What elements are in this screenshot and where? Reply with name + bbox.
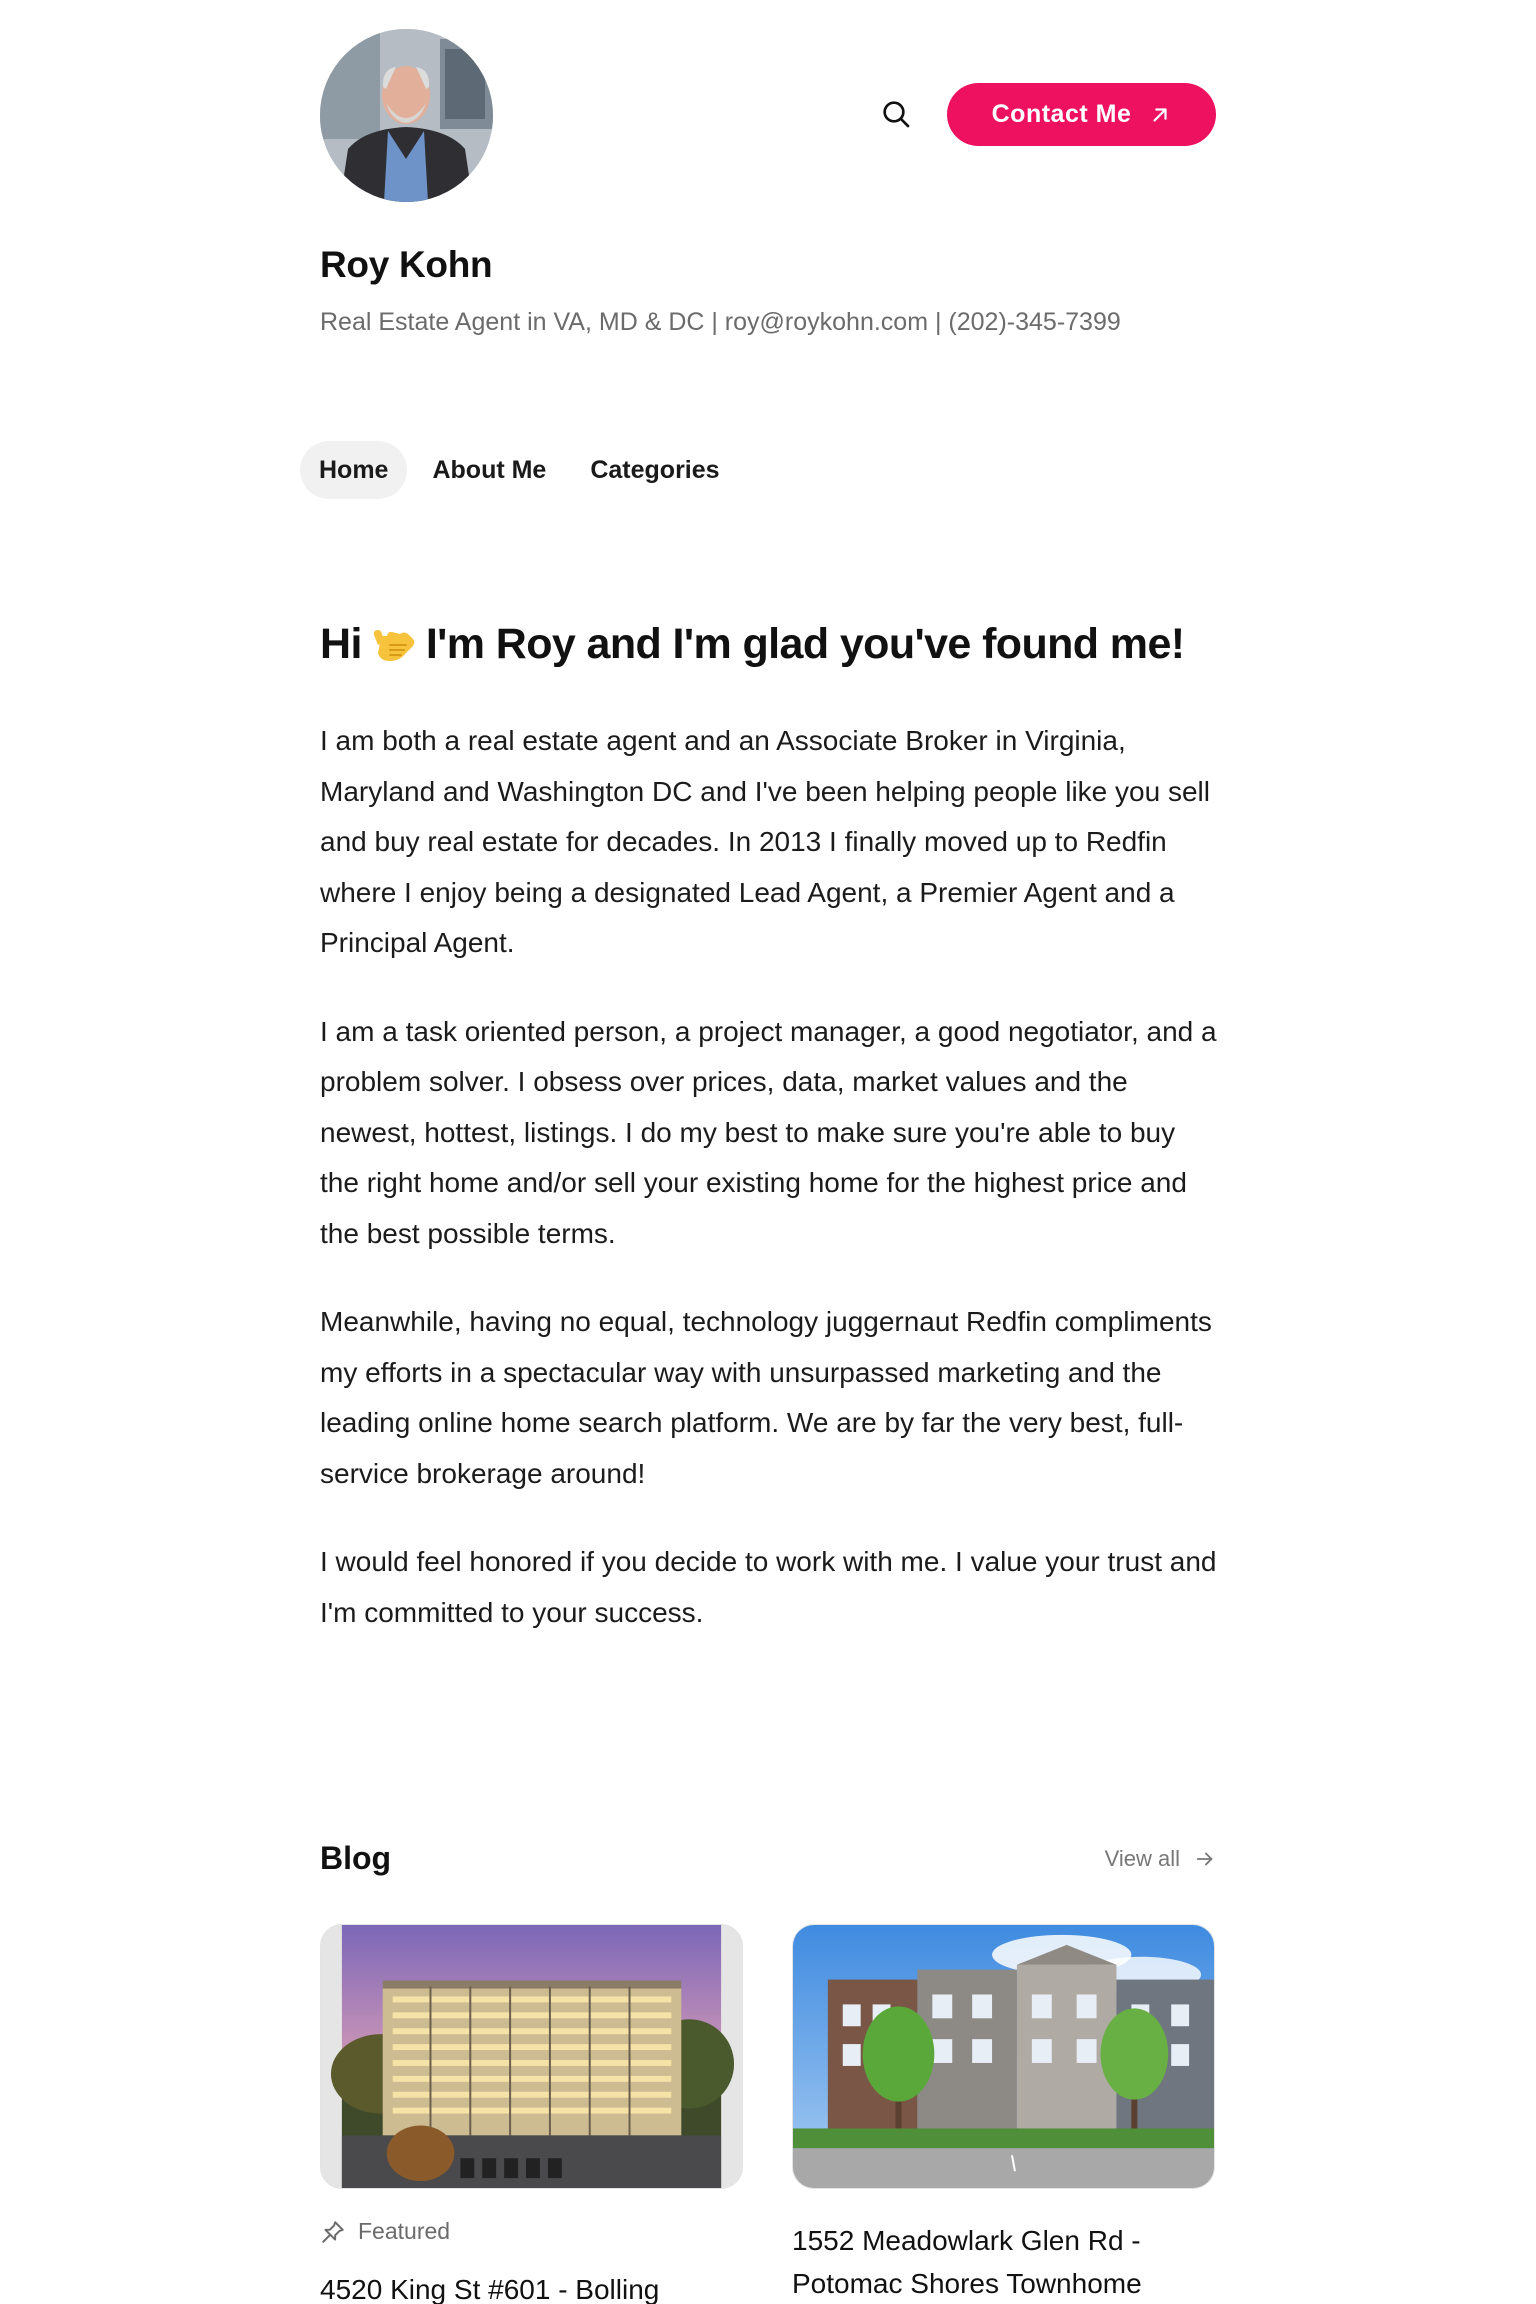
contact-me-label: Contact Me xyxy=(991,100,1132,128)
featured-badge xyxy=(320,2218,450,2245)
search-button[interactable] xyxy=(878,96,914,132)
main-nav xyxy=(300,441,745,499)
nav-item-categories[interactable]: Categories xyxy=(590,455,720,484)
blog-post-title[interactable]: 4520 King St #601 - Bolling xyxy=(320,2274,660,2304)
intro-heading xyxy=(320,620,1184,669)
contact-me-button[interactable] xyxy=(947,83,1216,146)
blog-title: Blog xyxy=(320,1840,392,1876)
intro-paragraph: Meanwhile, having no equal, technology juggernaut Redfin compliments my efforts in a spectacular way with unsurpassed marketing and the leading online home search platform. We are by far the very best, full-service brokerage around! xyxy=(320,1306,1212,1489)
high-rise-building-photo xyxy=(321,1925,742,2188)
site-tagline: Real Estate Agent in VA, MD & DC | roy@roykohn.com | (202)-345-7399 xyxy=(320,308,1121,336)
profile-avatar[interactable] xyxy=(320,29,493,202)
call-me-hand-icon xyxy=(370,621,418,669)
intro-paragraph: I am a task oriented person, a project manager, a good negotiator, and a problem solver. I obsess over prices, data, market values and the newest, hottest, listings. I do my best to make sure you're able to buy the right home and/or sell your existing home for the highest price and the best possible terms. xyxy=(320,1015,1217,1249)
site-owner-name: Roy Kohn xyxy=(320,244,493,285)
intro-heading-text: I'm Roy and I'm glad you've found me! xyxy=(425,620,1185,668)
blog-post-title[interactable]: 1552 Meadowlark Glen Rd - Potomac Shores Townhome xyxy=(792,2225,1142,2299)
intro-paragraph: I would feel honored if you decide to work with me. I value your trust and I'm committed to your success. xyxy=(320,1546,1217,1628)
arrow-up-right-icon xyxy=(1149,104,1171,126)
intro-body xyxy=(320,716,1220,1676)
arrow-right-icon xyxy=(1194,1848,1216,1870)
intro-paragraph: I am both a real estate agent and an Associate Broker in Virginia, Maryland and Washington DC and I've been helping people like you sell and buy real estate for decades. In 2013 I finally moved up to Redfin where I enjoy being a designated Lead Agent, a Premier Agent and a Principal Agent. xyxy=(320,725,1210,958)
featured-label: Featured xyxy=(358,2218,451,2244)
view-all-label: View all xyxy=(1104,1845,1180,1871)
townhomes-photo xyxy=(793,1925,1214,2188)
intro-heading-hi: Hi xyxy=(320,620,362,668)
blog-section-header xyxy=(320,1840,1216,1877)
blog-post-image[interactable] xyxy=(320,1924,743,2189)
pin-icon xyxy=(320,2219,346,2245)
search-icon xyxy=(880,98,912,130)
blog-post-image[interactable] xyxy=(792,1924,1215,2189)
nav-item-about-me[interactable]: About Me xyxy=(432,455,547,484)
nav-item-home[interactable]: Home xyxy=(300,441,407,499)
view-all-link[interactable] xyxy=(1105,1846,1216,1872)
avatar-photo xyxy=(320,29,493,202)
